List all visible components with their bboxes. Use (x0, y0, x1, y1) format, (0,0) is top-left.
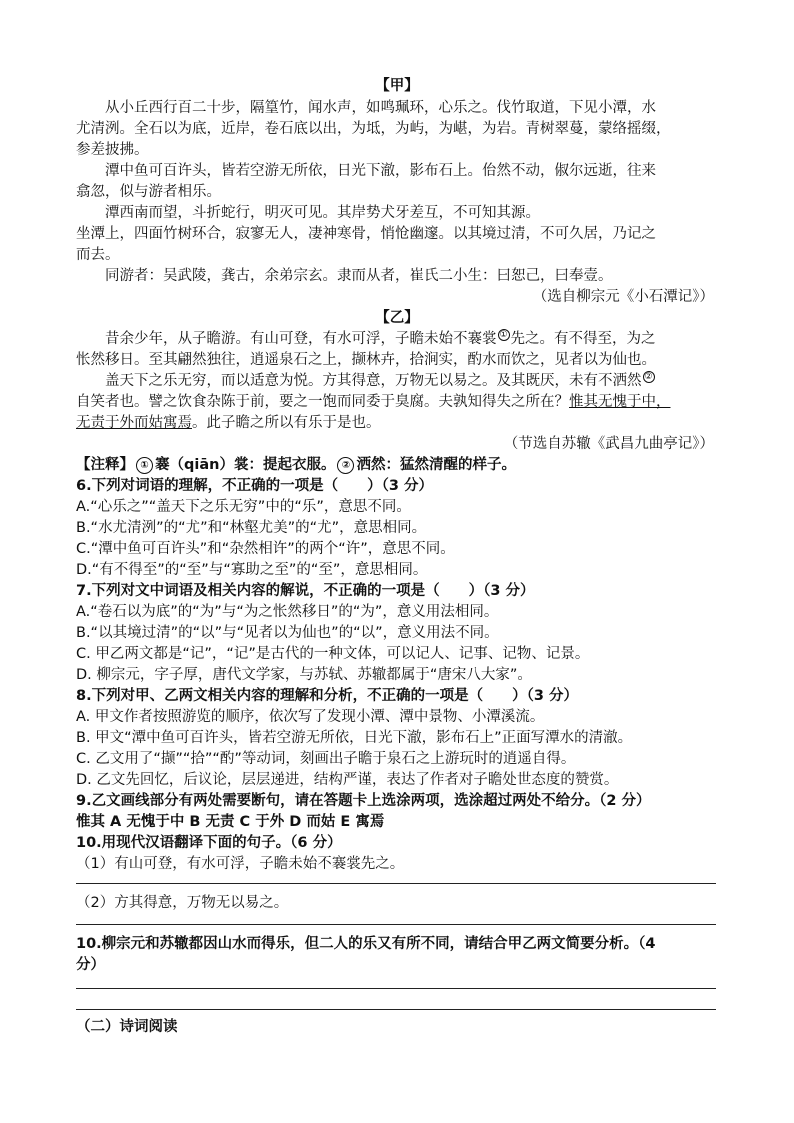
q8-option-c: C. 乙文用了“撷”“拾”“酌”等动词，刻画出子瞻于泉石之上游玩时的逍遥自得。 (76, 751, 576, 767)
passage-jia-line: 潭西南而望，斗折蛇行，明灭可见。其岸势犬牙差互，不可知其源。 (105, 205, 540, 221)
answer-line (76, 1009, 716, 1010)
passage-yi-text: 自笑者也。譬之饮食杂陈于前，要之一饱而同委于臭腐。夫孰知得失之所在？ (76, 394, 569, 410)
passage-jia-line: 潭中鱼可百许头，皆若空游无所依，日光下澈，影布石上。佁然不动，俶尔远逝，往来 (105, 163, 656, 179)
q7-option-b: B.“以其境过清”的“以”与“见者以为仙也”的“以”，意义用法不同。 (76, 625, 499, 641)
note-number: ② (337, 457, 354, 474)
passage-yi-source: （节选自苏辙《武昌九曲亭记》） (503, 436, 714, 452)
note-text: 洒然：猛然清醒的样子。 (356, 457, 516, 473)
passage-jia-line: 而去。 (76, 247, 120, 263)
q8-option-a: A. 甲文作者按照游览的顺序，依次写了发现小潭、潭中景物、小潭溪流。 (76, 709, 545, 725)
passage-yi-text: 先之。有不得至，为之 (510, 331, 656, 347)
passage-yi-text: 昔余少年，从子瞻游。有山可登，有水可浮，子瞻未始不褰裳 (105, 331, 497, 347)
question-8-stem: 8.下列对甲、乙两文相关内容的理解和分析，不正确的一项是（ ）（3 分） (76, 688, 578, 704)
question-7-stem: 7.下列对文中词语及相关内容的解说，不正确的一项是（ ）（3 分） (76, 583, 535, 599)
passage-jia-heading: 【甲】 (375, 78, 419, 94)
q7-option-a: A.“卷石以为底”的“为”与“为之怅然移日”的“为”，意义用法相同。 (76, 604, 499, 620)
q6-option-c: C.“潭中鱼可百许头”和“杂然相许”的两个“许”，意思不同。 (76, 541, 455, 557)
passage-jia-line: 尤清洌。全石以为底，近岸，卷石底以出，为坻，为屿，为嵁，为岩。青树翠蔓，蒙络摇缀， (76, 121, 671, 137)
passage-yi-text: 盖天下之乐无穷，而以适意为悦。方其得意，万物无以易之。及其既厌，未有不洒然 (105, 373, 642, 389)
passage-jia-source: （选自柳宗元《小石潭记》） (532, 289, 714, 305)
notes-label: 【注释】 (76, 457, 134, 473)
q6-option-d: D.“有不得至”的“至”与“寡助之至”的“至”，意思相同。 (76, 562, 428, 578)
question-10b-stem-cont: 分） (76, 957, 105, 973)
passage-jia-line: 从小丘西行百二十步，隔篁竹，闻水声，如鸣珮环，心乐之。伐竹取道，下见小潭，水 (105, 100, 656, 116)
note-number: ① (136, 457, 153, 474)
footnote-marker: ② (644, 372, 653, 383)
passage-yi-text: 。此子瞻之所以有乐于是也。 (192, 415, 381, 431)
q7-option-c: C. 甲乙两文都是“记”，“记”是古代的一种文体，可以记人、记事、记物、记景。 (76, 646, 590, 662)
underlined-text: 惟其无愧于中， (569, 394, 671, 410)
passage-jia-line: 坐潭上，四面竹树环合，寂寥无人，凄神寒骨，悄怆幽邃。以其境过清，不可久居，乃记之 (76, 226, 656, 242)
passage-yi-line (105, 329, 656, 349)
passage-jia-line: 翕忽，似与游者相乐。 (76, 184, 221, 200)
passage-yi-line: 怅然移日。至其翩然独往，逍遥泉石之上，撷林卉，拾涧实，酌水而饮之，见者以为仙也。 (76, 352, 656, 368)
passage-jia-line: 同游者：吴武陵，龚古，余弟宗玄。隶而从者，崔氏二小生：曰恕己，曰奉壹。 (105, 268, 613, 284)
q6-option-b: B.“水尤清洌”的“尤”和“林壑尤美”的“尤”，意思相同。 (76, 520, 427, 536)
q10-sentence-2: （2）方其得意，万物无以易之。 (76, 895, 289, 911)
question-10-stem: 10.用现代汉语翻译下面的句子。（6 分） (76, 835, 342, 851)
underlined-text: 无责于外而姑寓焉 (76, 415, 192, 431)
q6-option-a: A.“心乐之”“盖天下之乐无穷”中的“乐”，意思不同。 (76, 499, 411, 515)
answer-line (76, 924, 716, 925)
q9-options: 惟其 A 无愧于中 B 无责 C 于外 D 而姑 E 寓焉 (76, 814, 385, 830)
notes (76, 455, 516, 475)
question-9-stem: 9.乙文画线部分有两处需要断句，请在答题卡上选涂两项，选涂超过两处不给分。（2 分） (76, 793, 651, 809)
answer-line (76, 988, 716, 989)
q8-option-d: D. 乙文先回忆，后议论，层层递进，结构严谨，表达了作者对子瞻处世态度的赞赏。 (76, 772, 619, 788)
passage-yi-heading: 【乙】 (375, 310, 419, 326)
passage-jia-line: 参差披拂。 (76, 142, 149, 158)
q7-option-d: D. 柳宗元，字子厚，唐代文学家，与苏轼、苏辙都属于“唐宋八大家”。 (76, 667, 532, 683)
note-text: 褰（qiān）裳：提起衣服。 (155, 457, 336, 473)
section-heading: （二）诗词阅读 (76, 1019, 178, 1035)
answer-line (76, 883, 716, 884)
q10-sentence-1: （1）有山可登，有水可浮，子瞻未始不褰裳先之。 (76, 856, 405, 872)
question-6-stem: 6.下列对词语的理解，不正确的一项是（ ）（3 分） (76, 478, 433, 494)
passage-yi-line (105, 371, 656, 391)
passage-yi-line (76, 413, 381, 433)
passage-yi-line (76, 392, 671, 412)
question-10b-stem: 10.柳宗元和苏辙都因山水而得乐，但二人的乐又有所不同，请结合甲乙两文简要分析。（4 (76, 936, 656, 952)
footnote-marker: ① (499, 330, 508, 341)
q8-option-b: B. 甲文“潭中鱼可百许头，皆若空游无所依，日光下澈，影布石上”正面写潭水的清澈。 (76, 730, 633, 746)
